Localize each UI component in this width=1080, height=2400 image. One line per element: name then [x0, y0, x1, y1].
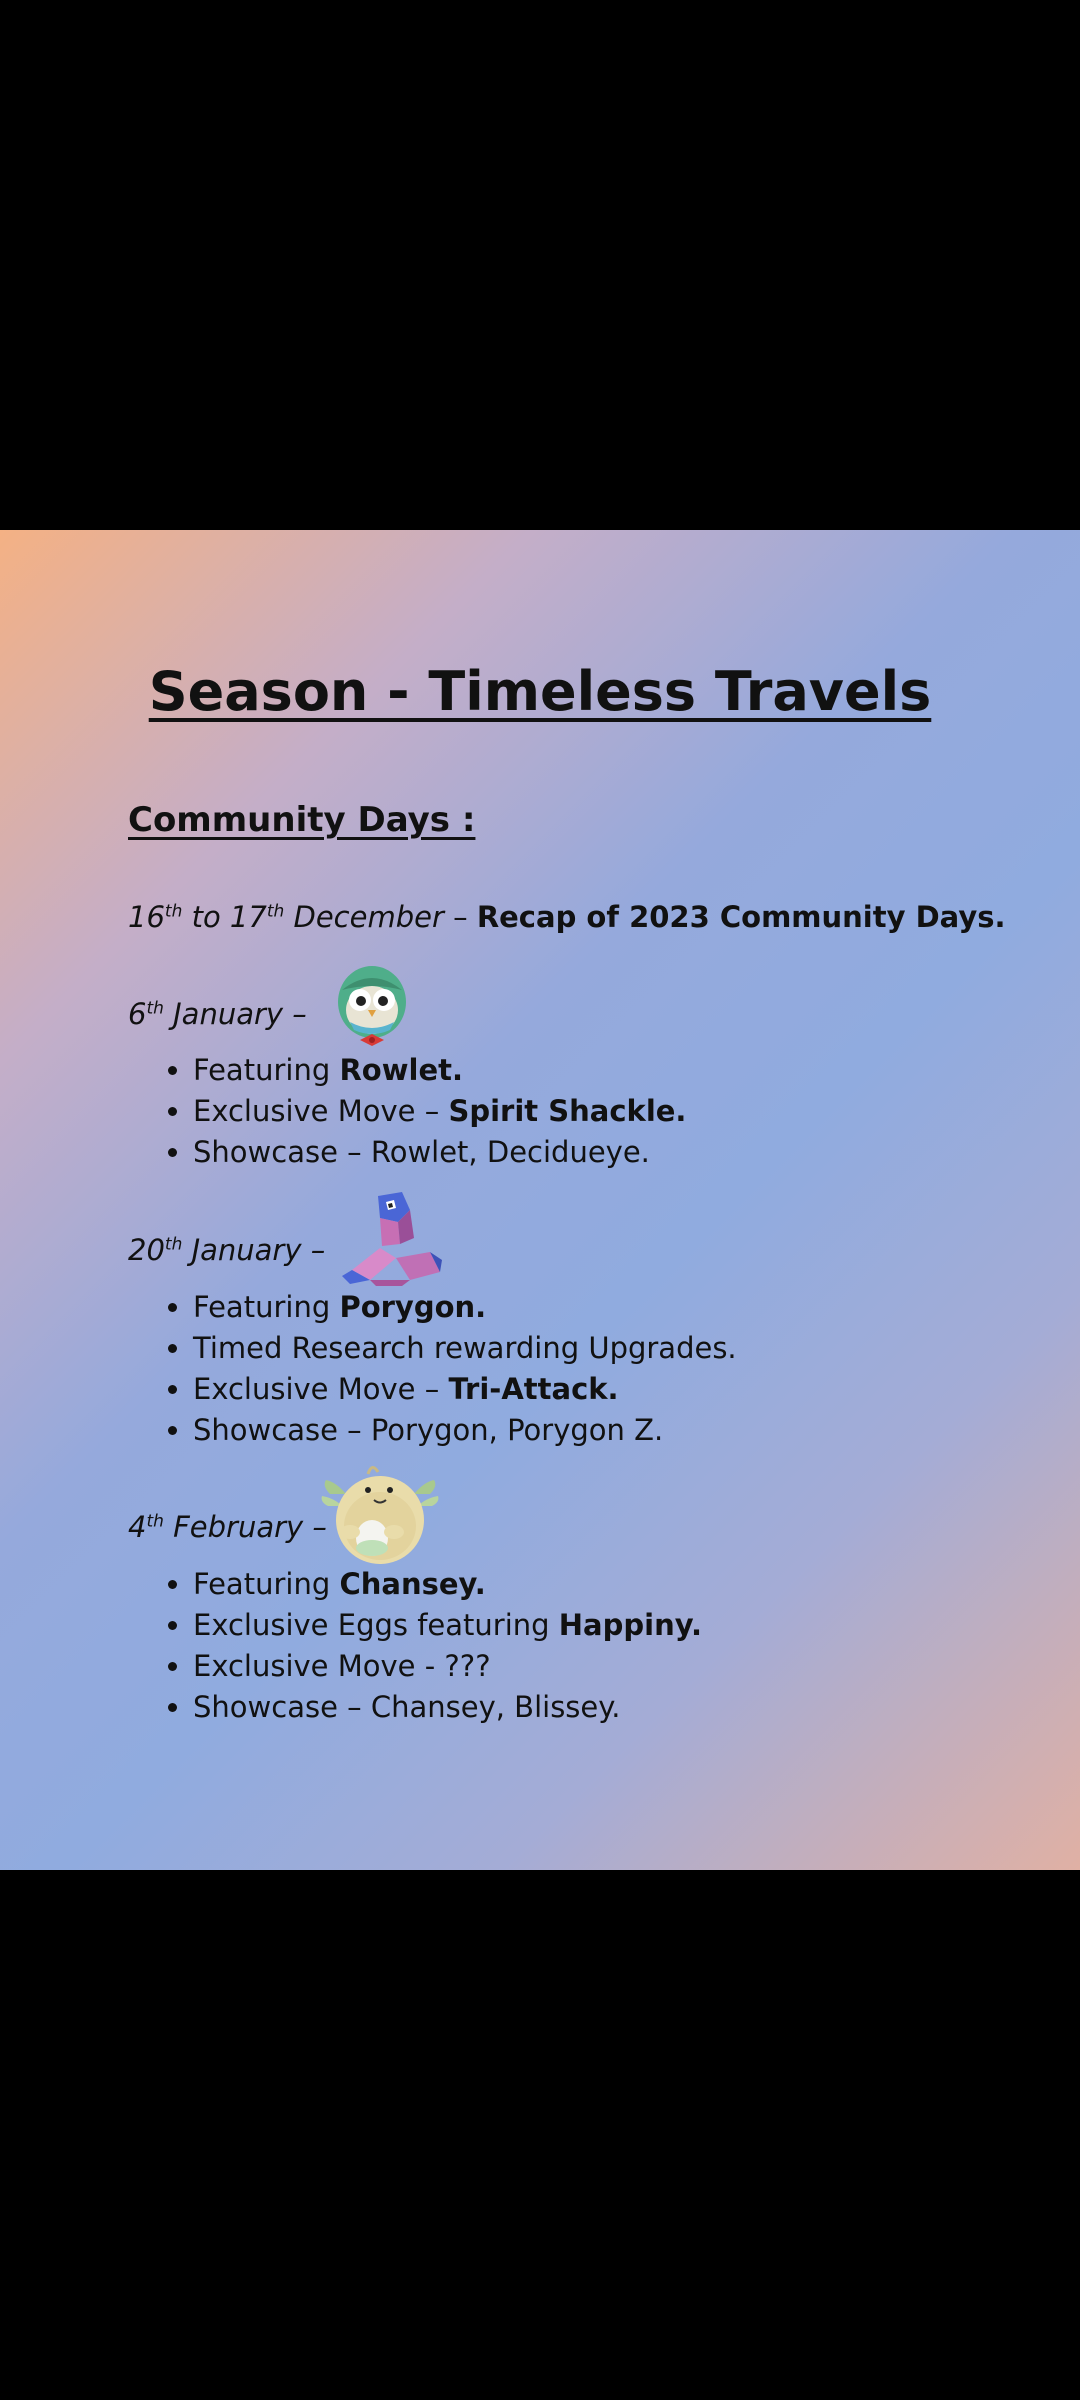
slide-title: Season - Timeless Travels [148, 660, 932, 723]
list-item: • Exclusive Move – Spirit Shackle. [193, 1091, 686, 1132]
event-date-rowlet: 6th January – [128, 997, 307, 1031]
event-date-porygon: 20th January – [128, 1233, 326, 1267]
porygon-details-list [128, 1287, 737, 1451]
list-item: • Showcase – Rowlet, Decidueye. [193, 1132, 686, 1173]
rowlet-icon [330, 960, 414, 1050]
recap-line: 16th to 17th December – Recap of 2023 Community Days. [128, 900, 1006, 934]
event-date-chansey: 4th February – [128, 1510, 327, 1544]
chansey-details-list [128, 1564, 702, 1728]
chansey-icon [320, 1460, 440, 1566]
list-item: • Featuring Chansey. [193, 1564, 702, 1605]
list-item: • Featuring Porygon. [193, 1287, 737, 1328]
rowlet-details-list [128, 1050, 686, 1173]
section-heading: Community Days : [128, 800, 476, 840]
recap-text: Recap of 2023 Community Days. [476, 900, 1006, 934]
list-item: • Exclusive Move - ??? [193, 1646, 702, 1687]
list-item: • Exclusive Eggs featuring Happiny. [193, 1605, 702, 1646]
recap-date: 16th to 17th December [128, 900, 444, 934]
porygon-icon [340, 1188, 444, 1288]
list-item: • Showcase – Porygon, Porygon Z. [193, 1410, 737, 1451]
slide-image [0, 530, 1080, 1870]
list-item: • Exclusive Move – Tri-Attack. [193, 1369, 737, 1410]
list-item: • Showcase – Chansey, Blissey. [193, 1687, 702, 1728]
list-item: • Featuring Rowlet. [193, 1050, 686, 1091]
list-item: • Timed Research rewarding Upgrades. [193, 1328, 737, 1369]
